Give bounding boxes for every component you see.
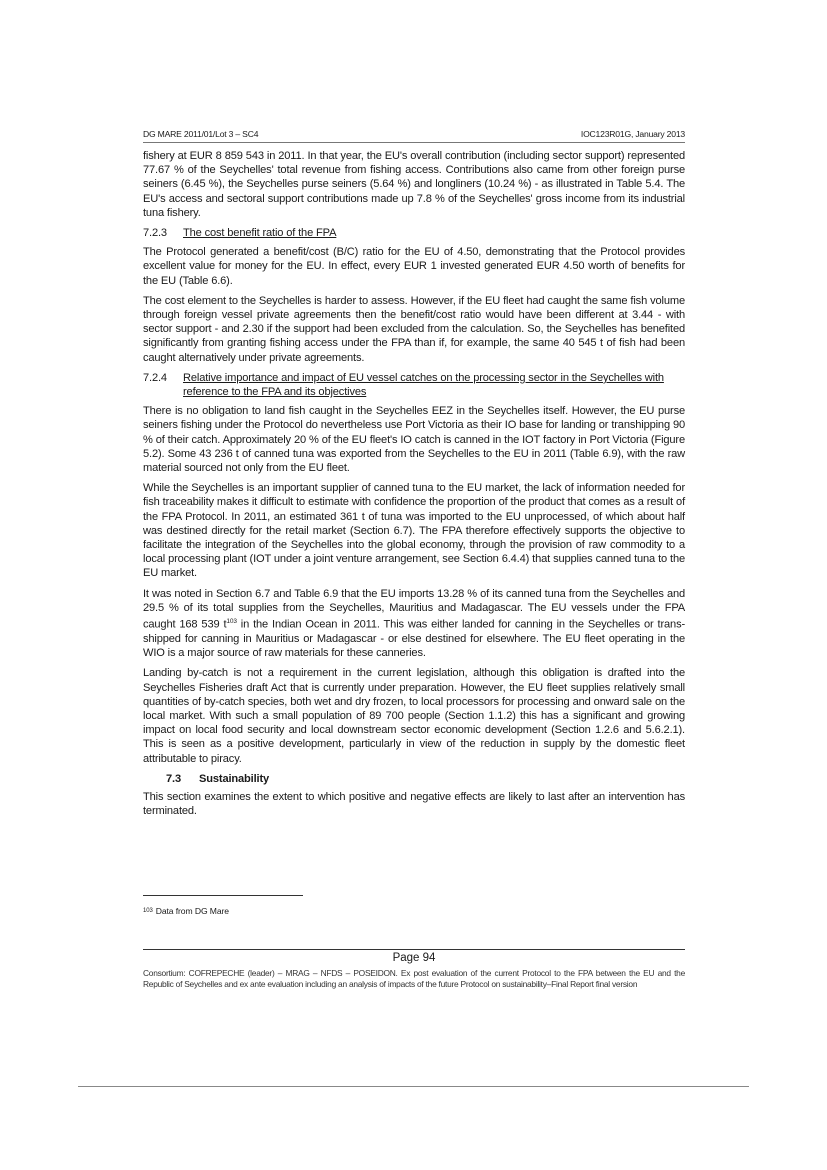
- text-run: in the Indian Ocean in 2011. This was either landed for canning in the Seychelles or trans-shipped for canning in Mauritius or Madagascar - or else destined for elsewhere. The EU fleet operating in the WIO is a major source of raw materials for these canneries.: [143, 618, 686, 660]
- heading-title: The cost benefit ratio of the FPA: [183, 227, 337, 240]
- footnote-reference[interactable]: 103: [226, 618, 237, 626]
- footnote: [143, 906, 229, 916]
- paragraph-sustainability: This section examines the extent to which positive and negative effects are likely to last after an intervention has terminated.: [143, 791, 685, 818]
- paragraph-intro: fishery at EUR 8 859 543 in 2011. In that year, the EU's overall contribution (including sector support) represented 77.67 % of the Seychelles' total revenue from fishing access. Contributions also came from other foreign purse seiners (6.45 %), the Seychelles purse seiners (5.64 %) and longliners (10.24 %) - as illustrated in Table 5.4. The EU's access and sectoral support contributions made up 7.8 % of the Seychelles' gross income from its industrial tuna fishery.: [143, 150, 685, 219]
- footer-text: Consortium: COFREPECHE (leader) – MRAG – NFDS – POSEIDON. Ex post evaluation of the current Protocol to the FPA between the EU and the Republic of Seychelles and ex ante evaluation including an analysis of impacts of the future Protocol on sustainability–Final Report final version: [143, 968, 685, 989]
- header-right: IOC123R01G, January 2013: [580, 129, 685, 139]
- heading-number: 7.3: [166, 772, 181, 785]
- heading-title: Sustainability: [199, 772, 270, 785]
- text-run: It was noted in Section 6.7 and Table 6.9 that the EU imports 13.28 % of its canned tuna from the Seychelles and 29.5 % of its total supplies from the Seychelles, Mauritius and Madagascar. The EU vessels under the FPA caught 168 539 t: [143, 587, 685, 631]
- footnote-separator: [143, 895, 303, 896]
- page-bottom-divider: [78, 1086, 749, 1087]
- heading-7-3: [143, 772, 685, 786]
- header-rule: [143, 142, 685, 143]
- footer-rule: [143, 949, 685, 950]
- heading-number: 7.2.3: [143, 227, 167, 240]
- body-text: [143, 149, 685, 824]
- paragraph-traceability: While the Seychelles is an important supplier of canned tuna to the EU market, the lack of information needed for fish traceability makes it difficult to estimate with confidence the proportion of the product that comes as a result of the FPA Protocol. In 2011, an estimated 361 t of tuna was imported to the EU unprocessed, of which about half was destined directly for the retail market (Section 6.7). The FPA therefore effectively supports the objective to facilitate the integration of the Seychelles into the global economy, through the provision of raw commodity to a local processing plant (IOT under a joint venture arrangement, see Section 6.4.4) that supplies canned tuna to the EU market.: [143, 482, 685, 580]
- heading-number: 7.2.4: [143, 371, 167, 384]
- footnote-text: Data from DG Mare: [155, 906, 229, 916]
- heading-7-2-4: [143, 371, 685, 399]
- footnote-marker: 103: [143, 908, 153, 914]
- paragraph-by-catch: Landing by-catch is not a requirement in the current legislation, although this obligation is drafted into the Seychelles Fisheries draft Act that is currently under preparation. However, the EU fleet supplies relatively small quantities of by-catch species, both wet and dry frozen, to local processors for processing and onward sale on the local market. With such a small population of 89 700 people (Section 1.1.2) this has a significant and growing impact on local food security and local downstream sector economic development (Section 1.2.6 and 5.6.2.1). This is seen as a positive development, particularly in view of the reduction in supply by the domestic fleet attributable to piracy.: [143, 667, 685, 765]
- paragraph-bc-ratio: The Protocol generated a benefit/cost (B/C) ratio for the EU of 4.50, demonstrating that the Protocol provides excellent value for money for the EU. In effect, every EUR 1 invested generated EUR 4.50 worth of benefits for the EU (Table 6.6).: [143, 246, 685, 287]
- paragraph-cost-element: The cost element to the Seychelles is harder to assess. However, if the EU fleet had caught the same fish volume through foreign vessel private agreements then the benefit/cost ratio would have been different at 3.44 - with sector support - and 2.30 if the support had been excluded from the calculation. So, the Seychelles has benefited significantly from granting fishing access under the FPA than if, for example, the same 40 545 t of fish had been caught alternatively under private agreements.: [143, 294, 685, 364]
- header-left: DG MARE 2011/01/Lot 3 – SC4: [143, 129, 259, 139]
- paragraph-imports: [143, 587, 685, 661]
- paragraph-landing-obligation: There is no obligation to land fish caught in the Seychelles EEZ in the Seychelles itself. However, the EU purse seiners fishing under the Protocol do nevertheless use Port Victoria as their IO base for landing or transhipping 90 % of their catch. Approximately 20 % of the EU fleet's IO catch is canned in the IOT factory in Port Victoria (Figure 5.2). Some 43 236 t of canned tuna was exported from the Seychelles to the EU in 2011 (Table 6.9), with the raw material sourced not only from the EU fleet.: [143, 405, 685, 475]
- running-header: [143, 129, 685, 143]
- page-number: Page 94: [392, 952, 436, 964]
- heading-title: Relative importance and impact of EU vessel catches on the processing sector in the Seychelles with reference to the FPA and its objectives: [183, 371, 664, 399]
- heading-7-2-3: [143, 226, 685, 240]
